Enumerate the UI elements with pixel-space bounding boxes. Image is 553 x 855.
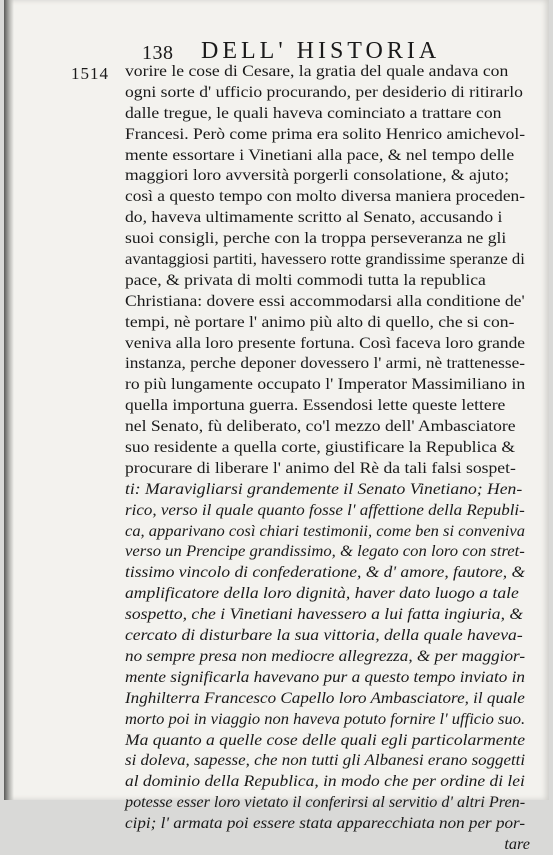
text-line: Inghilterra Francesco Capello loro Ambasciatore, il quale — [125, 687, 525, 707]
text-line: si doleva, sapesse, che non tutti gli Albanesi erano soggetti — [125, 750, 526, 770]
text-line: così a questo tempo con molto diversa maniera proceden- — [125, 186, 526, 206]
text-line: tissimo vincolo di confederatione, & d' amore, fautore, & — [125, 562, 526, 582]
text-line: sospetto, che i Vinetiani havessero a lui fatta ingiuria, & — [125, 604, 524, 624]
text-line: ro più lungamente occupato l' Imperator Massimiliano in — [125, 374, 526, 394]
text-line: ti: Maravigliarsi grandemente il Senato Vinetiano; Hen- — [125, 478, 523, 498]
running-title: DELL' HISTORIA — [201, 38, 441, 64]
catchword: tare — [504, 833, 530, 853]
text-line: cipi; l' armata poi essere stata apparecchiata non per por- — [125, 813, 526, 833]
text-line: ca, apparivano così chiari testimonii, come ben si conveniva — [125, 520, 525, 540]
text-line: pace, & privata di molti commodi tutta la republica — [125, 269, 486, 289]
page-number: 138 — [142, 42, 174, 64]
text-line: tempi, nè portare l' animo più alto di quello, che si con- — [125, 311, 515, 331]
text-line: rico, verso il quale quanto fosse l' affettione della Republi- — [125, 499, 525, 519]
text-line: procurare di liberare l' animo del Rè da tali falsi sospet- — [125, 457, 516, 477]
text-line: mente significarla havevano pur a questo tempo inviato in — [125, 666, 525, 686]
text-line: Christiana: dovere essi accommodarsi alla conditione de' — [125, 290, 525, 310]
text-line: avantaggiosi partiti, havessero rotte grandissime speranze di — [125, 249, 525, 269]
text-line: amplificatore della loro dignità, haver dato luogo a tale — [125, 583, 519, 603]
text-line: potesse esser loro vietato il conferirsi al servitio d' altri Pren- — [125, 792, 526, 812]
text-line: cercato di disturbare la sua vittoria, della quale haveva- — [125, 625, 523, 645]
text-line: mente essortare i Vinetiani alla pace, & nel tempo delle — [125, 144, 515, 164]
text-line: maggiori loro avversità porgerli consolatione, & ajuto; — [125, 165, 509, 185]
page-gutter-shadow — [4, 0, 14, 800]
text-line: do, haveva ultimamente scritto al Senato, accusando i — [125, 207, 503, 227]
text-line: ogni sorte d' ufficio procurando, per desiderio di ritirarlo — [125, 81, 523, 101]
text-line: quella importuna guerra. Essendosi lette queste lettere — [125, 395, 506, 415]
text-line: nel Senato, fù deliberato, co'l mezzo dell' Ambasciatore — [125, 416, 516, 436]
text-line: no sempre presa non mediocre allegrezza, & per maggior- — [125, 645, 526, 665]
text-line: Francesi. Però come prima era solito Henrico amichevol- — [125, 123, 526, 143]
page-header — [4, 34, 549, 64]
text-line: morto poi in viaggio non haveva potuto fornire l' ufficio suo. — [125, 708, 526, 728]
margin-year: 1514 — [71, 64, 109, 83]
text-line: suo residente a quella corte, giustificare la Republica & — [125, 437, 516, 457]
body-text — [125, 61, 530, 855]
text-line: veniva alla loro presente fortuna. Così faceva loro grande — [125, 332, 526, 352]
text-line: dalle tregue, le quali haveva cominciato a trattare con — [125, 102, 502, 122]
text-line: verso un Prencipe grandissimo, & legato con loro con stret- — [125, 541, 525, 561]
book-page — [4, 0, 549, 853]
text-line: instanza, perche deponer dovessero l' armi, nè trattenesse- — [125, 353, 525, 373]
text-line: suoi consigli, perche con la troppa perseveranza ne gli — [125, 228, 507, 248]
text-line: Ma quanto a quelle cose delle quali egli particolarmente — [125, 729, 526, 749]
text-line: vorire le cose di Cesare, la gratia del quale andava con — [125, 61, 509, 80]
text-line: al dominio della Republica, in modo che per ordine di lei — [125, 771, 525, 791]
